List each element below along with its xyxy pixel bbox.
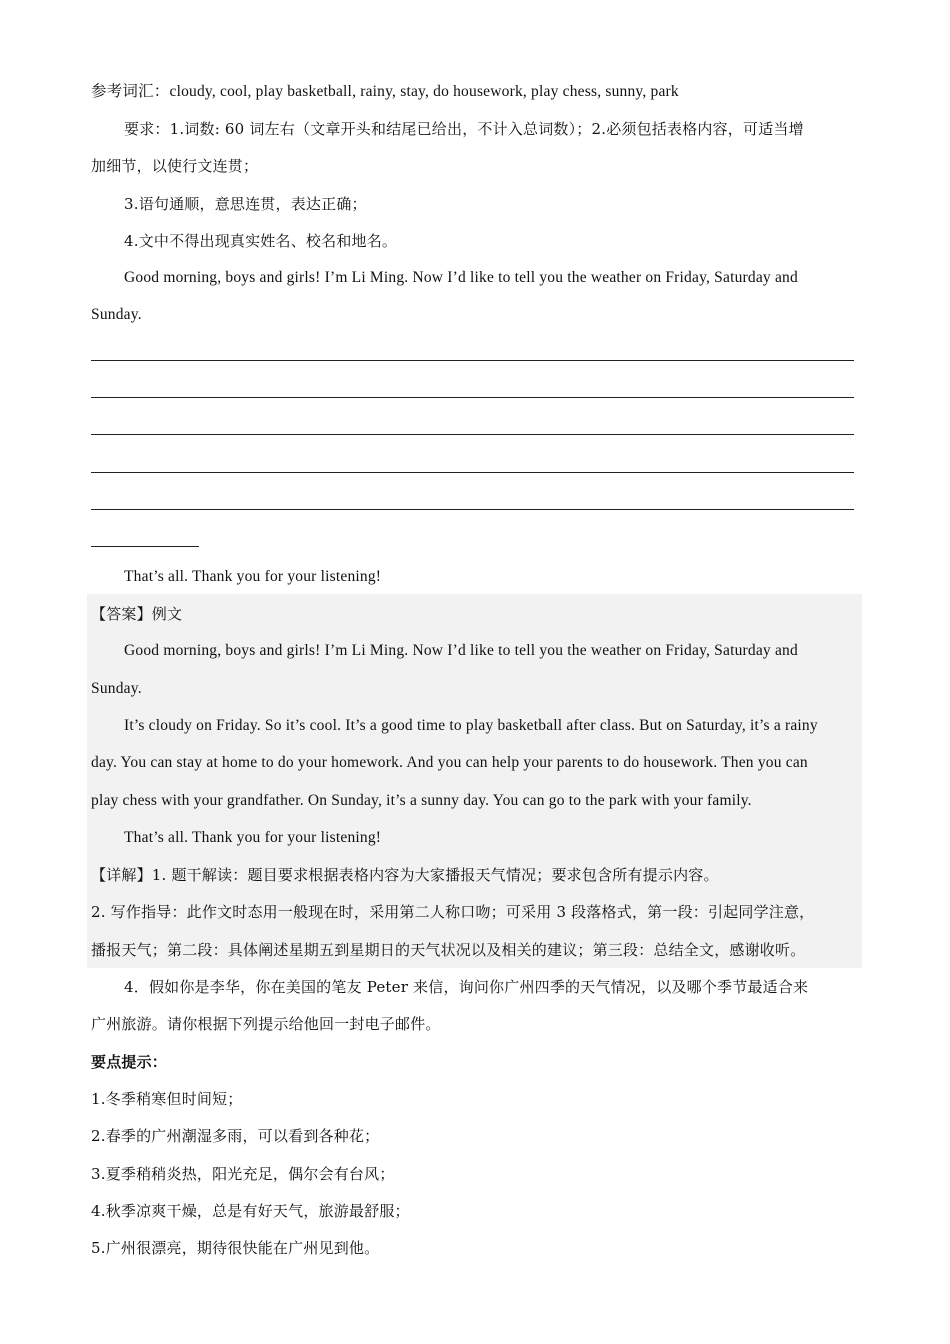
- writing-blank-line: [91, 360, 854, 361]
- answer-paragraph-1-line-2: Sunday.: [91, 680, 142, 697]
- tips-heading: 要点提示：: [91, 1053, 168, 1071]
- answer-paragraph-2-line-3: play chess with your grandfather. On Sunday, it’s a sunny day. You can go to the park with your family.: [91, 792, 752, 809]
- requirements-line-4: 4.文中不得出现真实姓名、校名和地名。: [124, 232, 398, 250]
- explanation-line-3: 播报天气；第二段：具体阐述星期五到星期日的天气状况以及相关的建议；第三段：总结全文，感谢收听。: [91, 941, 806, 959]
- explanation-line-2: 2. 写作指导：此作文时态用一般现在时，采用第二人称口吻；可采用 3 段落格式，第一段：引起同学注意，: [91, 903, 815, 921]
- opening-line-1: Good morning, boys and girls! I’m Li Ming. Now I’d like to tell you the weather on Friday, Saturday and: [124, 269, 798, 286]
- writing-blank-line: [91, 472, 854, 473]
- question-4-line-2: 广州旅游。请你根据下列提示给他回一封电子邮件。: [91, 1015, 441, 1033]
- answer-paragraph-3: That’s all. Thank you for your listening!: [124, 829, 382, 846]
- answer-paragraph-2-line-1: It’s cloudy on Friday. So it’s cool. It’s a good time to play basketball after class. But on Saturday, it’s a rainy: [124, 717, 818, 734]
- writing-blank-line: [91, 434, 854, 435]
- writing-blank-line: [91, 509, 854, 510]
- closing-line: That’s all. Thank you for your listening!: [124, 568, 382, 585]
- tip-item: 1.冬季稍寒但时间短；: [91, 1090, 243, 1108]
- writing-blank-line: [91, 546, 199, 547]
- question-4-line-1: 4．假如你是李华，你在美国的笔友 Peter 来信，询问你广州四季的天气情况，以及哪个季节最适合来: [124, 978, 809, 996]
- tip-item: 4.秋季凉爽干燥，总是有好天气，旅游最舒服；: [91, 1202, 410, 1220]
- tip-item: 2.春季的广州潮湿多雨，可以看到各种花；: [91, 1127, 380, 1145]
- writing-blank-line: [91, 397, 854, 398]
- explanation-line-1: 【详解】1. 题干解读：题目要求根据表格内容为大家播报天气情况；要求包含所有提示内容。: [91, 866, 719, 884]
- opening-line-2: Sunday.: [91, 306, 142, 323]
- answer-paragraph-1-line-1: Good morning, boys and girls! I’m Li Ming. Now I’d like to tell you the weather on Friday, Saturday and: [124, 642, 798, 659]
- answer-heading: 【答案】例文: [91, 605, 183, 623]
- tip-item: 3.夏季稍稍炎热，阳光充足，偶尔会有台风；: [91, 1165, 395, 1183]
- vocabulary-line: 参考词汇：cloudy, cool, play basketball, rainy, stay, do housework, play chess, sunny, park: [91, 83, 679, 100]
- answer-paragraph-2-line-2: day. You can stay at home to do your homework. And you can help your parents to do housework. Then you can: [91, 754, 808, 771]
- tip-item: 5.广州很漂亮，期待很快能在广州见到他。: [91, 1239, 380, 1257]
- requirements-line-3: 3.语句通顺，意思连贯，表达正确；: [124, 195, 367, 213]
- requirements-line-1: 要求：1.词数: 60 词左右（文章开头和结尾已给出，不计入总词数）；2.必须包括表格内容，可适当增: [124, 120, 804, 138]
- requirements-line-2: 加细节，以使行文连贯；: [91, 157, 259, 175]
